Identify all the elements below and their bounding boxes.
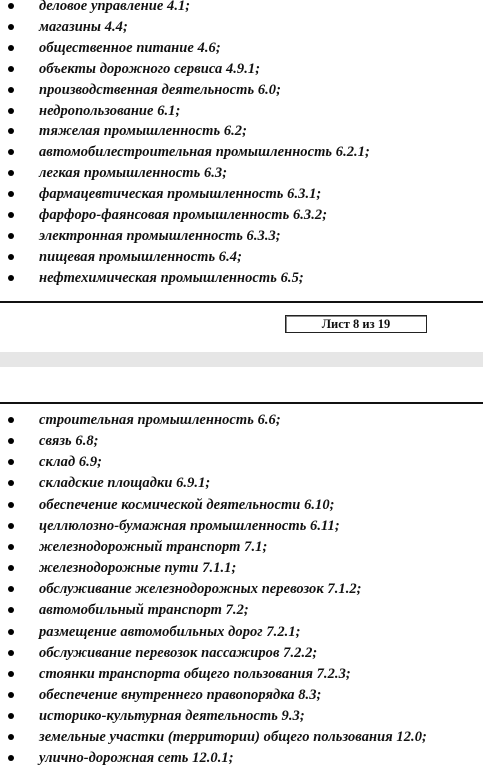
list-item — [0, 664, 483, 685]
list-item — [0, 685, 483, 706]
list-item — [0, 205, 483, 226]
list-item — [0, 643, 483, 664]
list-item — [0, 101, 483, 122]
bullet-icon — [8, 87, 14, 93]
list-item-text: тяжелая промышленность 6.2; — [39, 123, 247, 140]
bullet-icon — [8, 502, 14, 508]
bullet-icon — [8, 191, 14, 197]
list-item — [0, 121, 483, 142]
list-item-text: общественное питание 4.6; — [39, 39, 221, 56]
list-item — [0, 0, 483, 17]
bullet-icon — [8, 170, 14, 176]
bullet-icon — [8, 254, 14, 260]
list-item-text: склад 6.9; — [39, 454, 103, 471]
bullet-icon — [8, 629, 14, 635]
page-bottom-section — [0, 404, 483, 768]
list-item-text: обслуживание перевозок пассажиров 7.2.2; — [39, 644, 318, 661]
list-item-text: железнодорожные пути 7.1.1; — [39, 560, 237, 577]
list-item — [0, 431, 483, 452]
list-item — [0, 537, 483, 558]
bullet-icon — [8, 586, 14, 592]
list-item-text: фармацевтическая промышленность 6.3.1; — [39, 186, 322, 203]
list-item-text: обслуживание железнодорожных перевозок 7.1.2; — [39, 581, 362, 598]
bullet-icon — [8, 650, 14, 656]
bullet-icon — [8, 275, 14, 281]
page-gap-band — [0, 352, 483, 367]
list-item-text: целлюлозно-бумажная промышленность 6.11; — [39, 517, 340, 534]
sheet-number-label: Лист 8 из 19 — [285, 315, 427, 333]
list-item — [0, 748, 483, 769]
bullet-icon — [8, 108, 14, 114]
list-item-text: деловое управление 4.1; — [39, 0, 191, 14]
list-item-text: нефтехимическая промышленность 6.5; — [39, 269, 304, 286]
list-item-text: легкая промышленность 6.3; — [39, 165, 228, 182]
bullet-icon — [8, 713, 14, 719]
bullet-icon — [8, 3, 14, 9]
bullet-icon — [8, 734, 14, 740]
bullet-icon — [8, 565, 14, 571]
bullet-icon — [8, 692, 14, 698]
list-item — [0, 558, 483, 579]
list-item-text: связь 6.8; — [39, 433, 99, 450]
list-item-text: железнодорожный транспорт 7.1; — [39, 538, 268, 555]
bullet-icon — [8, 523, 14, 529]
list-item — [0, 516, 483, 537]
bullet-icon — [8, 544, 14, 550]
bullet-icon — [8, 149, 14, 155]
list-item-text: недропользование 6.1; — [39, 102, 181, 119]
list-item — [0, 727, 483, 748]
bullet-icon — [8, 417, 14, 423]
bullet-icon — [8, 607, 14, 613]
list-item — [0, 410, 483, 431]
list-item-text: объекты дорожного сервиса 4.9.1; — [39, 60, 261, 77]
list-item-text: электронная промышленность 6.3.3; — [39, 227, 281, 244]
list-item-text: фарфоро-фаянсовая промышленность 6.3.2; — [39, 207, 328, 223]
list-item — [0, 226, 483, 247]
list-item — [0, 473, 483, 494]
list-item-text: пищевая промышленность 6.4; — [39, 248, 242, 265]
list-item-text: обеспечение внутреннего правопорядка 8.3; — [39, 686, 322, 703]
list-item — [0, 17, 483, 38]
list-item-text: размещение автомобильных дорог 7.2.1; — [39, 623, 301, 640]
list-item — [0, 163, 483, 184]
list-item-text: земельные участки (территории) общего пользования 12.0; — [39, 729, 427, 746]
list-item — [0, 80, 483, 101]
bullet-icon — [8, 24, 14, 30]
list-item-text: магазины 4.4; — [39, 18, 128, 35]
list-item-text: автомобилестроительная промышленность 6.2.1; — [39, 144, 370, 161]
bullet-icon — [8, 45, 14, 51]
bullet-icon — [8, 671, 14, 677]
list-item — [0, 706, 483, 727]
list-item — [0, 247, 483, 268]
list-item-text: строительная промышленность 6.6; — [39, 412, 281, 428]
list-item — [0, 59, 483, 80]
list-item — [0, 38, 483, 59]
list-item-text: улично-дорожная сеть 12.0.1; — [39, 750, 234, 767]
list-item — [0, 622, 483, 643]
page-top-section — [0, 0, 483, 302]
bullet-icon — [8, 438, 14, 444]
list-item — [0, 142, 483, 163]
list-item-text: складские площадки 6.9.1; — [39, 475, 211, 492]
bullet-icon — [8, 66, 14, 72]
list-item — [0, 268, 483, 289]
bullet-icon — [8, 459, 14, 465]
bullet-icon — [8, 212, 14, 218]
list-item-text: стоянки транспорта общего пользования 7.2.3; — [39, 665, 351, 682]
list-item — [0, 452, 483, 473]
list-item-text: производственная деятельность 6.0; — [39, 81, 281, 98]
bullet-icon — [8, 755, 14, 761]
list-item-text: обеспечение космической деятельности 6.10; — [39, 496, 335, 513]
bullet-icon — [8, 480, 14, 486]
list-item — [0, 495, 483, 516]
list-item-text: автомобильный транспорт 7.2; — [39, 602, 249, 619]
list-item — [0, 184, 483, 205]
list-item-text: историко-культурная деятельность 9.3; — [39, 708, 305, 725]
bullet-icon — [8, 233, 14, 239]
list-item — [0, 579, 483, 600]
list-item — [0, 600, 483, 621]
bullet-icon — [8, 128, 14, 134]
